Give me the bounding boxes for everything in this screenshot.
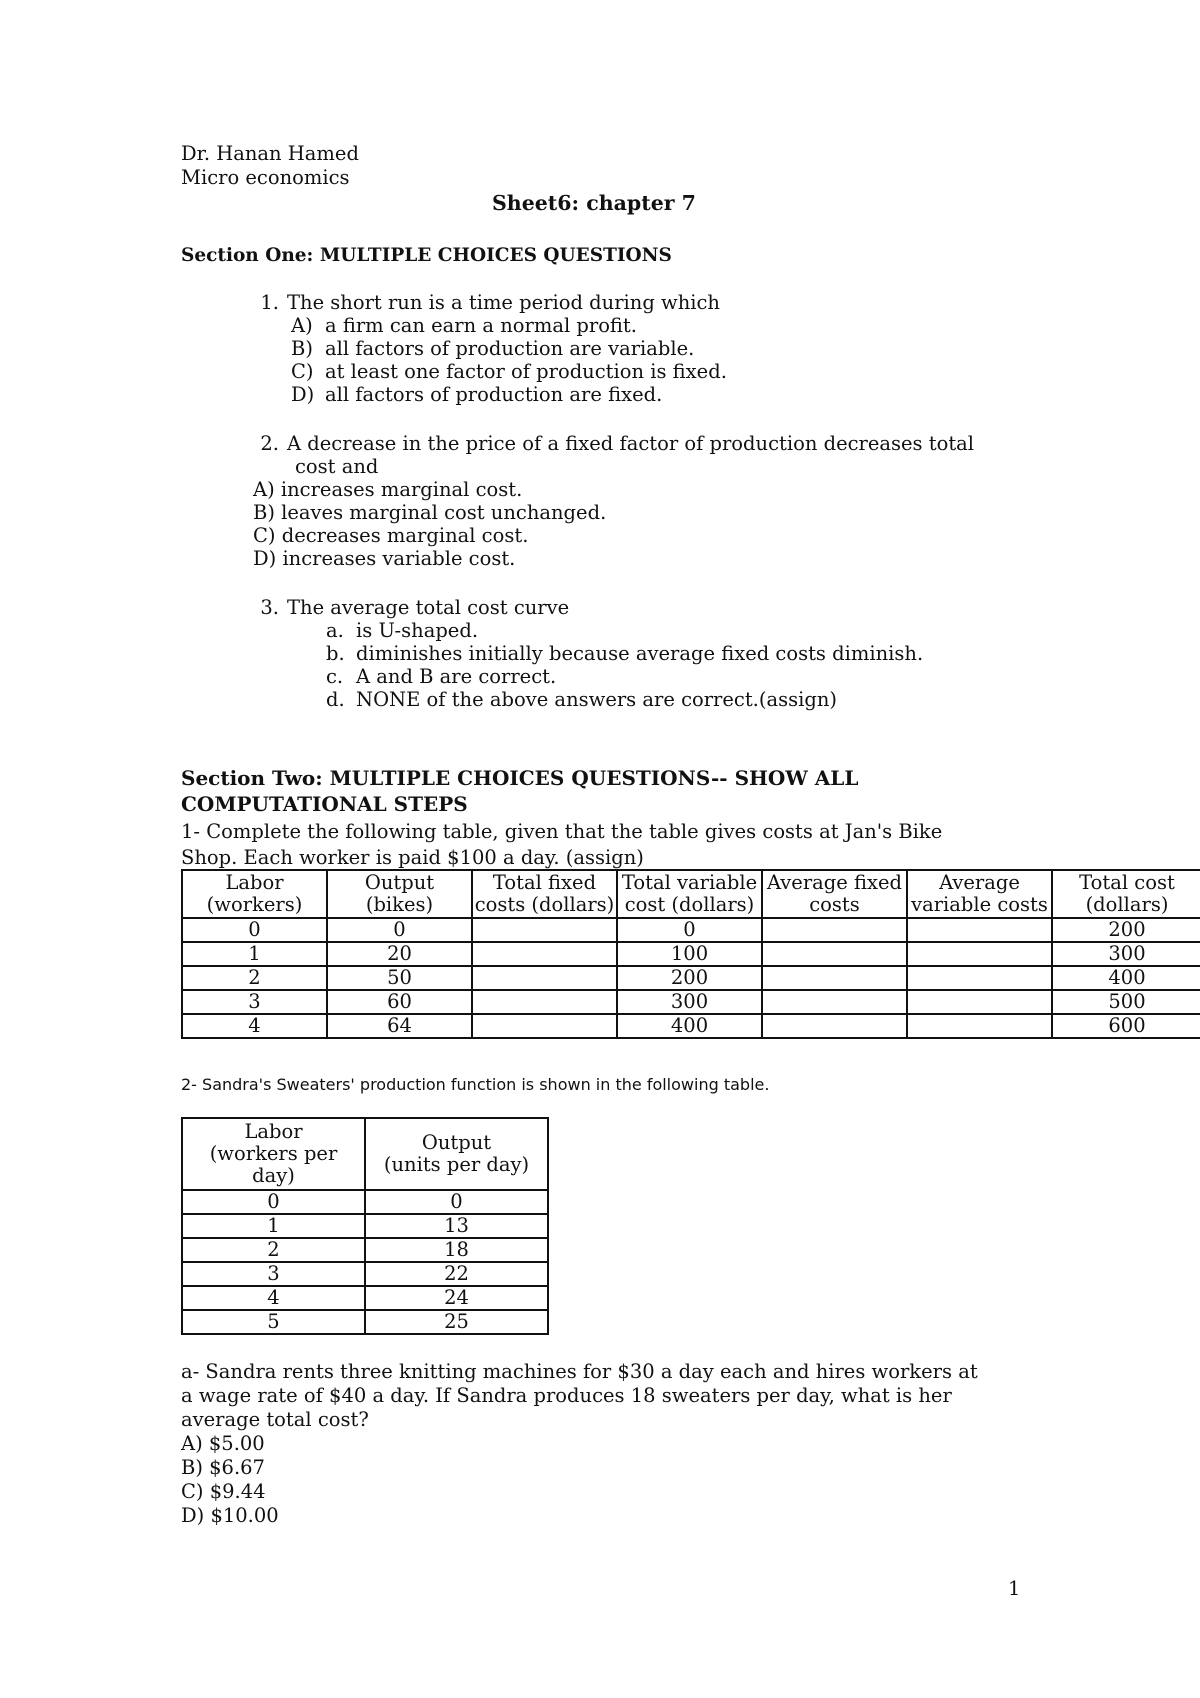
q2-option-c: C) decreases marginal cost. <box>253 524 529 547</box>
table-cell <box>762 990 907 1014</box>
table-cell: 300 <box>1052 942 1200 966</box>
table-cell: 400 <box>617 1014 762 1038</box>
option-letter: a. <box>326 619 344 642</box>
table-cell <box>762 942 907 966</box>
bike-cost-table <box>181 869 1200 1039</box>
question-text: A decrease in the price of a fixed factor of production decreases total <box>287 432 975 455</box>
table-cell <box>472 1014 617 1038</box>
header-line: Output <box>421 1131 492 1154</box>
table-cell: 600 <box>1052 1014 1200 1038</box>
header-line: Total variable <box>621 871 758 894</box>
column-header <box>617 870 762 918</box>
table-cell: 18 <box>365 1238 548 1262</box>
section-one-title: MULTIPLE CHOICES QUESTIONS <box>319 245 672 266</box>
option-letter: A) <box>291 314 313 337</box>
table-cell <box>472 918 617 942</box>
column-header <box>365 1118 548 1190</box>
header-line: (dollars) <box>1085 893 1169 916</box>
header-line: costs (dollars) <box>474 893 615 916</box>
header-line: (workers per <box>209 1142 338 1165</box>
column-header <box>182 870 327 918</box>
question-1-stem <box>251 291 720 315</box>
q2-option-b: B) leaves marginal cost unchanged. <box>253 501 607 524</box>
option-text: at least one factor of production is fixed. <box>325 360 727 383</box>
column-header <box>907 870 1052 918</box>
table-row <box>182 918 1200 942</box>
table-cell: 64 <box>327 1014 472 1038</box>
table-cell: 300 <box>617 990 762 1014</box>
header-line: Average fixed <box>766 871 903 894</box>
table-cell <box>472 942 617 966</box>
question-3-stem <box>251 596 569 620</box>
option-text: is U-shaped. <box>356 619 479 642</box>
column-header <box>1052 870 1200 918</box>
option-letter: c. <box>326 665 344 688</box>
s2-qa-line3: average total cost? <box>181 1408 369 1431</box>
page-number: 1 <box>1008 1577 1021 1600</box>
q1-option-d <box>291 383 662 407</box>
table-cell: 0 <box>365 1190 548 1214</box>
table-cell: 4 <box>182 1014 327 1038</box>
table-cell: 2 <box>182 1238 365 1262</box>
header-line: Total fixed <box>492 871 597 894</box>
q1-option-c <box>291 360 727 384</box>
table-cell: 22 <box>365 1262 548 1286</box>
table-cell: 25 <box>365 1310 548 1334</box>
column-header <box>762 870 907 918</box>
section-one-heading <box>181 244 672 268</box>
table-cell: 4 <box>182 1286 365 1310</box>
table-cell: 20 <box>327 942 472 966</box>
s2-qa-option-c: C) $9.44 <box>181 1480 266 1503</box>
option-letter: B) <box>291 337 313 360</box>
table-cell: 2 <box>182 966 327 990</box>
question-number: 2. <box>260 432 279 455</box>
option-text: all factors of production are variable. <box>325 337 695 360</box>
column-header <box>182 1118 365 1190</box>
table-cell <box>762 966 907 990</box>
header-line: Labor <box>225 871 284 894</box>
table-cell <box>762 1014 907 1038</box>
table-row <box>182 1262 548 1286</box>
question-number: 1. <box>260 291 279 314</box>
table-cell: 0 <box>182 918 327 942</box>
header-line: costs <box>809 893 860 916</box>
q1-option-b <box>291 337 694 361</box>
table-cell <box>907 942 1052 966</box>
header-line: (workers) <box>206 893 303 916</box>
table-cell <box>907 918 1052 942</box>
table-cell: 1 <box>182 1214 365 1238</box>
table-cell: 0 <box>182 1190 365 1214</box>
q3-option-b <box>326 642 923 666</box>
author-name: Dr. Hanan Hamed <box>181 142 359 165</box>
table-row <box>182 1014 1200 1038</box>
table-cell: 200 <box>1052 918 1200 942</box>
question-text: The average total cost curve <box>287 596 570 619</box>
course-name: Micro economics <box>181 166 350 189</box>
option-letter: C) <box>291 360 314 383</box>
column-header <box>327 870 472 918</box>
section-one-label: Section One: <box>181 245 320 266</box>
table-cell: 1 <box>182 942 327 966</box>
header-line: Labor <box>244 1120 303 1143</box>
option-letter: b. <box>326 642 345 665</box>
option-text: NONE of the above answers are correct.(assign) <box>356 688 838 711</box>
header-line: Average <box>939 871 1020 894</box>
table-cell <box>907 966 1052 990</box>
sheet-title: Sheet6: chapter 7 <box>492 191 696 215</box>
table-row <box>182 1310 548 1334</box>
table-header-row <box>182 1118 548 1190</box>
section-two-heading-line1: Section Two: MULTIPLE CHOICES QUESTIONS-- SHOW ALL <box>181 766 859 790</box>
question-2-stem <box>251 432 974 456</box>
table-cell: 13 <box>365 1214 548 1238</box>
s2-q1-text-line2: Shop. Each worker is paid $100 a day. (assign) <box>181 846 644 869</box>
table-cell <box>907 990 1052 1014</box>
section-two-heading-line2: COMPUTATIONAL STEPS <box>181 792 468 816</box>
s2-qa-option-d: D) $10.00 <box>181 1504 279 1527</box>
s2-qa-line2: a wage rate of $40 a day. If Sandra produces 18 sweaters per day, what is her <box>181 1384 952 1407</box>
s2-q2-text: 2- Sandra's Sweaters' production function is shown in the following table. <box>181 1075 770 1094</box>
table-row <box>182 942 1200 966</box>
question-number: 3. <box>260 596 279 619</box>
table-cell: 0 <box>327 918 472 942</box>
q3-option-a <box>326 619 478 643</box>
table-header-row <box>182 870 1200 918</box>
table-cell: 400 <box>1052 966 1200 990</box>
header-line: Total cost <box>1079 871 1175 894</box>
table-cell: 50 <box>327 966 472 990</box>
table-cell: 5 <box>182 1310 365 1334</box>
q2-option-d: D) increases variable cost. <box>253 547 516 570</box>
s2-q1-text-line1: 1- Complete the following table, given that the table gives costs at Jan's Bike <box>181 820 943 843</box>
header-line: (units per day) <box>383 1153 530 1176</box>
option-text: A and B are correct. <box>356 665 557 688</box>
q3-option-c <box>326 665 556 689</box>
header-line: (bikes) <box>365 893 434 916</box>
table-cell <box>762 918 907 942</box>
q3-option-d <box>326 688 837 712</box>
s2-qa-option-b: B) $6.67 <box>181 1456 265 1479</box>
production-table <box>181 1117 549 1335</box>
header-line: cost (dollars) <box>624 893 755 916</box>
s2-qa-option-a: A) $5.00 <box>181 1432 265 1455</box>
header-line: variable costs <box>911 893 1048 916</box>
option-text: diminishes initially because average fixed costs diminish. <box>356 642 924 665</box>
option-letter: D) <box>291 383 315 406</box>
table-cell: 3 <box>182 990 327 1014</box>
table-cell <box>472 966 617 990</box>
table-row <box>182 1238 548 1262</box>
column-header <box>472 870 617 918</box>
table-row <box>182 966 1200 990</box>
table-row <box>182 1214 548 1238</box>
table-cell <box>472 990 617 1014</box>
table-row <box>182 1190 548 1214</box>
option-text: all factors of production are fixed. <box>325 383 663 406</box>
table-row <box>182 990 1200 1014</box>
table-cell: 100 <box>617 942 762 966</box>
q2-option-a: A) increases marginal cost. <box>253 478 523 501</box>
table-cell <box>907 1014 1052 1038</box>
header-line: day) <box>252 1164 295 1187</box>
option-letter: d. <box>326 688 345 711</box>
question-text: The short run is a time period during which <box>287 291 720 314</box>
table-cell: 200 <box>617 966 762 990</box>
table-cell: 60 <box>327 990 472 1014</box>
table-cell: 24 <box>365 1286 548 1310</box>
table-row <box>182 1286 548 1310</box>
q1-option-a <box>291 314 637 338</box>
table-cell: 0 <box>617 918 762 942</box>
option-text: a firm can earn a normal profit. <box>325 314 637 337</box>
s2-qa-line1: a- Sandra rents three knitting machines for $30 a day each and hires workers at <box>181 1360 978 1383</box>
table-cell: 3 <box>182 1262 365 1286</box>
question-2-stem-cont: cost and <box>295 455 379 478</box>
header-line: Output <box>364 871 435 894</box>
table-cell: 500 <box>1052 990 1200 1014</box>
